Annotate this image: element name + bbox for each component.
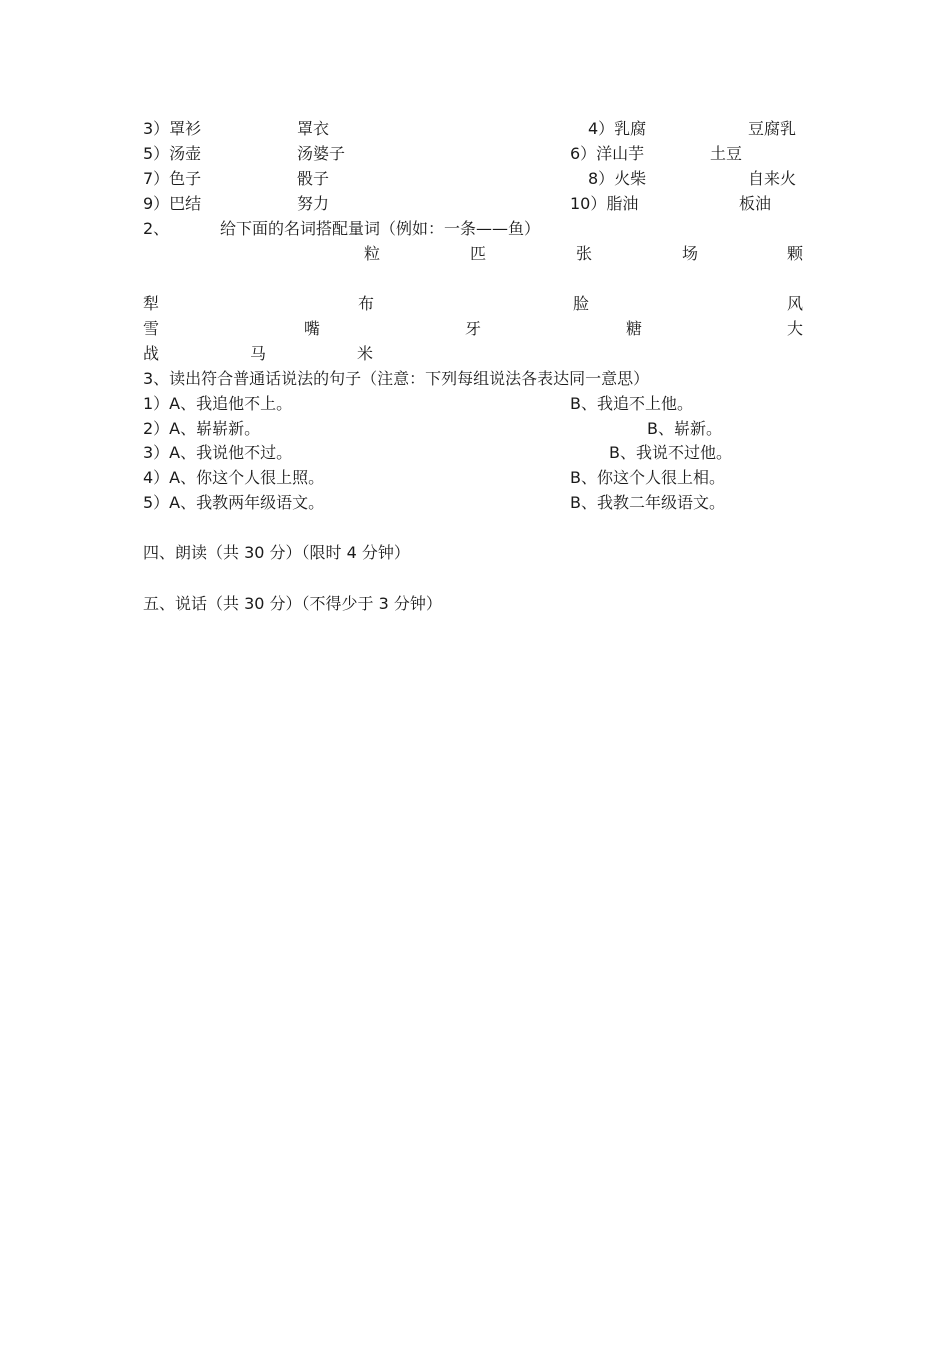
pair-9-a: 9）巴结	[143, 194, 202, 213]
sentence-option-a: 3）A、我说他不过。	[143, 443, 293, 462]
noun-word: 糖	[626, 319, 643, 338]
pair-6-b: 土豆	[710, 144, 743, 163]
pair-5-b: 汤婆子	[297, 144, 346, 163]
noun-word: 马	[250, 344, 267, 363]
section-5-heading: 五、说话（共 30 分）（不得少于 3 分钟）	[143, 594, 442, 613]
pair-7-b: 骰子	[297, 169, 330, 188]
pair-7-a: 7）色子	[143, 169, 202, 188]
noun-word: 战	[143, 344, 160, 363]
noun-word: 嘴	[304, 319, 321, 338]
classifier-word: 场	[682, 244, 699, 263]
noun-word: 犁	[143, 294, 160, 313]
pair-4-a: 4）乳腐	[588, 119, 647, 138]
noun-word: 大	[787, 319, 804, 338]
pair-10-a: 10）脂油	[570, 194, 639, 213]
noun-word: 布	[358, 294, 375, 313]
sentence-option-b: B、我追不上他。	[570, 394, 693, 413]
pair-3-b: 罩衣	[297, 119, 330, 138]
sentence-option-b: B、你这个人很上相。	[570, 468, 725, 487]
question-2-number: 2、	[143, 219, 170, 238]
classifier-word: 颗	[787, 244, 804, 263]
sentence-option-b: B、我说不过他。	[609, 443, 732, 462]
question-3-title: 3、读出符合普通话说法的句子（注意：下列每组说法各表达同一意思）	[143, 369, 650, 388]
sentence-option-a: 2）A、崭崭新。	[143, 419, 261, 438]
pair-4-b: 豆腐乳	[748, 119, 797, 138]
pair-9-b: 努力	[297, 194, 330, 213]
noun-word: 雪	[143, 319, 160, 338]
pair-5-a: 5）汤壶	[143, 144, 202, 163]
pair-8-b: 自来火	[748, 169, 797, 188]
pair-10-b: 板油	[739, 194, 772, 213]
pair-3-a: 3）罩衫	[143, 119, 202, 138]
sentence-option-b: B、崭新。	[647, 419, 722, 438]
question-2-instruction: 给下面的名词搭配量词（例如：一条——鱼）	[220, 219, 541, 238]
sentence-option-b: B、我教二年级语文。	[570, 493, 725, 512]
classifier-word: 粒	[364, 244, 381, 263]
sentence-option-a: 5）A、我教两年级语文。	[143, 493, 325, 512]
pair-8-a: 8）火柴	[588, 169, 647, 188]
noun-word: 牙	[465, 319, 482, 338]
classifier-word: 匹	[470, 244, 487, 263]
pair-6-a: 6）洋山芋	[570, 144, 645, 163]
sentence-option-a: 4）A、你这个人很上照。	[143, 468, 325, 487]
noun-word: 脸	[573, 294, 590, 313]
noun-word: 风	[787, 294, 804, 313]
sentence-option-a: 1）A、我追他不上。	[143, 394, 293, 413]
classifier-word: 张	[576, 244, 593, 263]
noun-word: 米	[357, 344, 374, 363]
section-4-heading: 四、朗读（共 30 分）（限时 4 分钟）	[143, 543, 410, 562]
